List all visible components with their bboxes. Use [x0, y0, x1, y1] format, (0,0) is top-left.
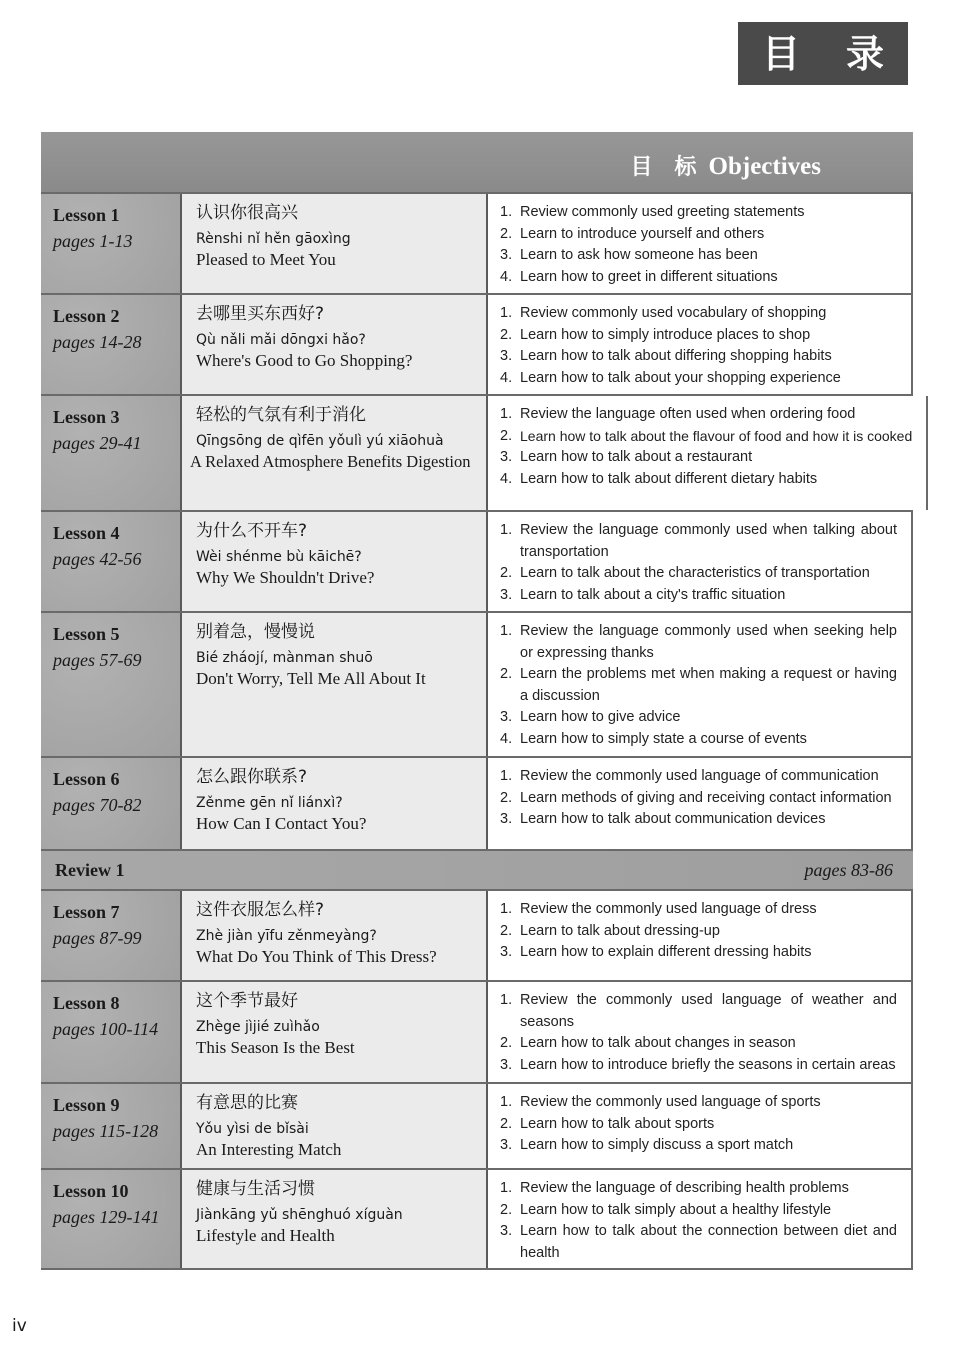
page-title-char-1: 目	[761, 31, 800, 76]
lesson-row	[41, 1168, 913, 1270]
lesson-title-pinyin: Rènshi nǐ hěn gāoxìng	[196, 231, 351, 247]
lesson-title-en: Lifestyle and Health	[196, 1226, 335, 1245]
objective-item: 3. Learn to ask how someone has been	[500, 247, 758, 263]
lesson-row	[41, 889, 913, 980]
lesson-info	[41, 512, 182, 611]
objective-item: 3. Learn how to explain different dressing habits	[500, 944, 812, 960]
lesson-title-cn: 为什么不开车?	[196, 521, 308, 541]
lesson-info	[41, 1170, 182, 1268]
lesson-title	[182, 396, 488, 510]
lesson-title-cn: 认识你很高兴	[196, 203, 298, 223]
review-name: Review 1	[55, 859, 125, 880]
lesson-pages[interactable]: pages 29-41	[53, 433, 142, 453]
lesson-title	[182, 1084, 488, 1168]
lesson-title-cn: 去哪里买东西好?	[196, 304, 325, 324]
page-number: iv	[12, 1316, 27, 1336]
lesson-name: Lesson 10	[53, 1181, 129, 1201]
lesson-info	[41, 891, 182, 980]
objectives-header-cn-2: 标	[674, 155, 697, 180]
lesson-row	[41, 510, 913, 611]
lesson-title	[182, 194, 488, 293]
objective-item: 1. Review the commonly used language of dress	[500, 901, 817, 917]
lesson-title-pinyin: Bié zháojí, mànman shuō	[196, 650, 373, 666]
lesson-title-pinyin: Qù nǎli mǎi dōngxi hǎo?	[196, 332, 366, 348]
lesson-name: Lesson 6	[53, 769, 120, 789]
lesson-title-pinyin: Wèi shénme bù kāichē?	[196, 549, 362, 565]
lesson-info	[41, 1084, 182, 1168]
objective-item: 3. Learn how to simply discuss a sport match	[500, 1137, 794, 1153]
lesson-pages[interactable]: pages 70-82	[53, 795, 142, 815]
lesson-pages[interactable]: pages 115-128	[53, 1121, 159, 1141]
lesson-title-pinyin: Jiànkāng yǔ shēnghuó xíguàn	[196, 1207, 403, 1223]
objective-item: 4. Learn how to simply state a course of events	[500, 730, 807, 747]
lesson-info	[41, 194, 182, 293]
lesson-title-en: Pleased to Meet You	[196, 250, 336, 269]
lesson-pages[interactable]: pages 42-56	[53, 549, 142, 569]
lesson-row	[41, 394, 913, 510]
lesson-title	[182, 1170, 488, 1268]
lesson-info	[41, 396, 182, 510]
objective-item: 2. Learn methods of giving and receiving contact information	[500, 789, 892, 806]
objective-item: 2. Learn how to talk simply about a healthy lifestyle	[500, 1201, 832, 1218]
lesson-pages[interactable]: pages 129-141	[53, 1207, 160, 1227]
objective-item: 1. Review commonly used vocabulary of shopping	[500, 305, 827, 321]
lesson-pages[interactable]: pages 1-13	[53, 231, 133, 251]
page-title-char-2: 录	[846, 31, 885, 76]
lesson-title-pinyin: Yǒu yìsi de bǐsài	[196, 1121, 309, 1137]
lesson-pages[interactable]: pages 87-99	[53, 928, 142, 948]
objective-item: 3. Learn how to introduce briefly the seasons in certain areas	[500, 1056, 896, 1073]
lesson-name: Lesson 3	[53, 407, 120, 427]
objective-item: 3. Learn how to talk about differing shopping habits	[500, 348, 832, 364]
lesson-name: Lesson 5	[53, 624, 120, 644]
lesson-title-en: How Can I Contact You?	[196, 814, 367, 833]
objective-item: 2. Learn how to talk about changes in season	[500, 1035, 796, 1051]
objective-item: 1. Review commonly used greeting statements	[500, 204, 805, 220]
objective-item: 2. Learn to talk about dressing-up	[500, 922, 720, 939]
lesson-objectives	[488, 891, 913, 980]
lesson-pages[interactable]: pages 57-69	[53, 650, 142, 670]
objectives-header-cn-1: 目	[630, 155, 653, 180]
lesson-row	[41, 756, 913, 849]
objective-item: 3. Learn how to give advice	[500, 709, 681, 725]
lesson-row	[41, 192, 913, 293]
lesson-title-en: Why We Shouldn't Drive?	[196, 568, 375, 587]
lesson-objectives	[488, 194, 913, 293]
lesson-row	[41, 1082, 913, 1168]
lesson-info	[41, 613, 182, 756]
lesson-name: Lesson 2	[53, 306, 120, 326]
objectives-header	[41, 132, 913, 192]
lesson-title-cn: 健康与生活习惯	[196, 1179, 315, 1199]
lesson-title-cn: 这件衣服怎么样?	[196, 900, 325, 920]
lesson-title	[182, 613, 488, 756]
lesson-name: Lesson 8	[53, 993, 120, 1013]
objective-item: 2. Learn to introduce yourself and others	[500, 225, 765, 242]
lesson-info	[41, 295, 182, 394]
lesson-title-cn: 有意思的比赛	[196, 1093, 298, 1113]
objective-item: 3. Learn to talk about a city's traffic situation	[500, 586, 786, 603]
lesson-objectives	[488, 512, 913, 611]
lesson-title	[182, 295, 488, 394]
objective-item: 2. Learn how to simply introduce places to shop	[500, 326, 811, 343]
page-title	[738, 22, 908, 85]
lesson-name: Lesson 1	[53, 205, 120, 225]
objective-item: 1. Review the language commonly used when talking about transportation	[500, 522, 897, 560]
lesson-title-en: A Relaxed Atmosphere Benefits Digestion	[190, 452, 471, 471]
lesson-title-pinyin: Qīngsōng de qìfēn yǒulì yú xiāohuà	[196, 433, 444, 449]
table-of-contents	[41, 132, 913, 1270]
lesson-title-en: This Season Is the Best	[196, 1038, 355, 1057]
review-pages[interactable]: pages 83-86	[804, 859, 893, 880]
lesson-row	[41, 980, 913, 1082]
lesson-objectives	[488, 396, 928, 510]
lesson-name: Lesson 9	[53, 1095, 120, 1115]
lesson-title-en: Don't Worry, Tell Me All About It	[196, 669, 426, 688]
lesson-title-cn: 这个季节最好	[196, 991, 298, 1011]
objective-item: 2. Learn to talk about the characteristics of transportation	[500, 565, 870, 581]
objective-item: 1. Review the language often used when ordering food	[500, 406, 856, 422]
objective-item: 1. Review the commonly used language of communication	[500, 768, 879, 784]
lesson-row	[41, 611, 913, 756]
lesson-title-pinyin: Zhège jìjié zuìhǎo	[196, 1019, 320, 1035]
lesson-title-en: What Do You Think of This Dress?	[196, 947, 437, 966]
objective-item: 4. Learn how to talk about your shopping experience	[500, 369, 841, 386]
lesson-objectives	[488, 1084, 913, 1168]
lesson-title-en: Where's Good to Go Shopping?	[196, 351, 413, 370]
lesson-info	[41, 758, 182, 849]
lesson-objectives	[488, 982, 913, 1082]
review-row	[41, 849, 913, 889]
lesson-title-cn: 别着急，慢慢说	[196, 622, 315, 642]
lesson-title-cn: 怎么跟你联系?	[196, 767, 308, 787]
objectives-header-en: Objectives	[708, 153, 821, 180]
objective-item: 1. Review the commonly used language of weather and seasons	[500, 992, 897, 1030]
lesson-title	[182, 891, 488, 980]
lesson-title-cn: 轻松的气氛有利于消化	[196, 405, 366, 425]
lesson-title	[182, 512, 488, 611]
lesson-objectives	[488, 1170, 913, 1268]
objective-item: 3. Learn how to talk about a restaurant	[500, 449, 753, 465]
objective-item: 2. Learn how to talk about the flavour of food and how it is cooked	[500, 427, 913, 444]
lesson-info	[41, 982, 182, 1082]
lesson-name: Lesson 4	[53, 523, 120, 543]
lesson-pages[interactable]: pages 14-28	[53, 332, 142, 352]
lesson-title	[182, 758, 488, 849]
lesson-row	[41, 293, 913, 394]
lesson-objectives	[488, 613, 913, 756]
lesson-title-pinyin: Zěnme gēn nǐ liánxì?	[196, 795, 343, 811]
objective-item: 3. Learn how to talk about communication devices	[500, 811, 826, 827]
lesson-objectives	[488, 758, 913, 849]
lesson-title-pinyin: Zhè jiàn yīfu zěnmeyàng?	[196, 928, 377, 944]
objective-item: 1. Review the commonly used language of sports	[500, 1094, 821, 1110]
lesson-name: Lesson 7	[53, 902, 120, 922]
objective-item: 1. Review the language of describing health problems	[500, 1180, 849, 1196]
objective-item: 4. Learn how to talk about different dietary habits	[500, 470, 818, 487]
objective-item: 2. Learn the problems met when making a request or having a discussion	[500, 666, 897, 704]
objective-item: 2. Learn how to talk about sports	[500, 1115, 715, 1132]
lesson-title-en: An Interesting Match	[196, 1140, 342, 1159]
objective-item: 3. Learn how to talk about the connection between diet and health	[500, 1223, 897, 1261]
lesson-pages[interactable]: pages 100-114	[53, 1019, 159, 1039]
objective-item: 1. Review the language commonly used when seeking help or expressing thanks	[500, 623, 897, 661]
lesson-objectives	[488, 295, 913, 394]
lesson-title	[182, 982, 488, 1082]
objective-item: 4. Learn how to greet in different situations	[500, 268, 778, 285]
